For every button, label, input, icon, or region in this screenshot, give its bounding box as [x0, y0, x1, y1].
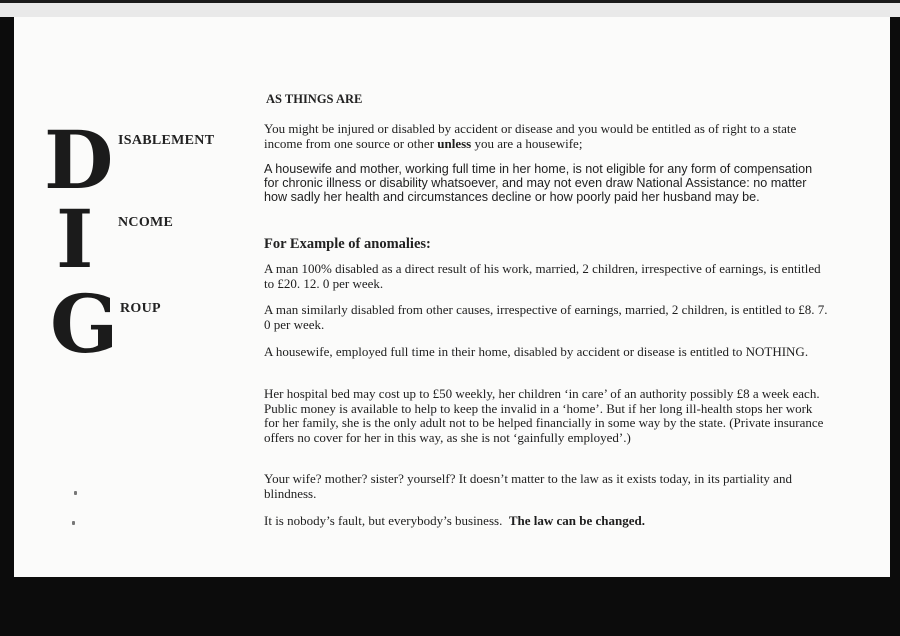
examples-heading: For Example of anomalies: — [264, 236, 431, 252]
intro-text-end: you are a housewife; — [471, 135, 583, 151]
disablement-label: ISABLEMENT — [118, 133, 215, 148]
intro-paragraph-1 — [264, 122, 830, 151]
scan-top-edge — [0, 0, 900, 17]
example-work-injury: A man 100% disabled as a direct result of his work, married, 2 children, irrespective of earnings, is entitled to £20. 12. 0 per week. — [264, 261, 821, 291]
closing-line — [264, 514, 830, 529]
scan-border — [0, 0, 900, 3]
closing-emphasis: The law can be changed. — [508, 513, 645, 528]
big-letter-d: D — [44, 113, 114, 207]
big-letter-g: G — [50, 277, 119, 371]
section-heading: AS THINGS ARE — [266, 92, 363, 106]
example-hospital-costs: Her hospital bed may cost up to £50 weekly, her children ‘in care’ of an authority possibly £8 a week each. Public money is available to help to keep the invalid in a ‘home’. But if her long ill-health stops her work for her family, she is the only adult not to be helped financially in some way by the state. (Private insurance offers no cover for her in this way, as she is not ‘gainfully employed’.) — [264, 386, 824, 445]
closing-text: It is nobody’s fault, but everybody’s business. — [264, 513, 503, 528]
unless-emphasis: unless — [437, 135, 472, 151]
scan-speck — [74, 491, 77, 495]
big-letter-i: I — [56, 192, 94, 286]
example-other-causes: A man similarly disabled from other causes, irrespective of earnings, married, 2 children, is entitled to £8. 7. 0 per week. — [264, 302, 828, 332]
scan-speck — [72, 521, 75, 525]
group-label: ROUP — [120, 301, 161, 316]
intro-text: You might be injured or disabled by accident or disease and you would be entitled as of right to a state income from one source or other — [264, 121, 797, 151]
example-law-question: Your wife? mother? sister? yourself? It doesn’t matter to the law as it exists today, in its partiality and blindness. — [264, 471, 792, 501]
income-label: NCOME — [118, 215, 174, 230]
example-housewife: A housewife, employed full time in their home, disabled by accident or disease is entitled to NOTHING. — [264, 344, 809, 359]
intro-paragraph-2: A housewife and mother, working full time in her home, is not eligible for any form of compensation for chronic illness or disability whatsoever, and may not even draw National Assistance: no matter how sadly her health and circumstances decline or how poorly paid her husband may be. — [264, 162, 813, 204]
